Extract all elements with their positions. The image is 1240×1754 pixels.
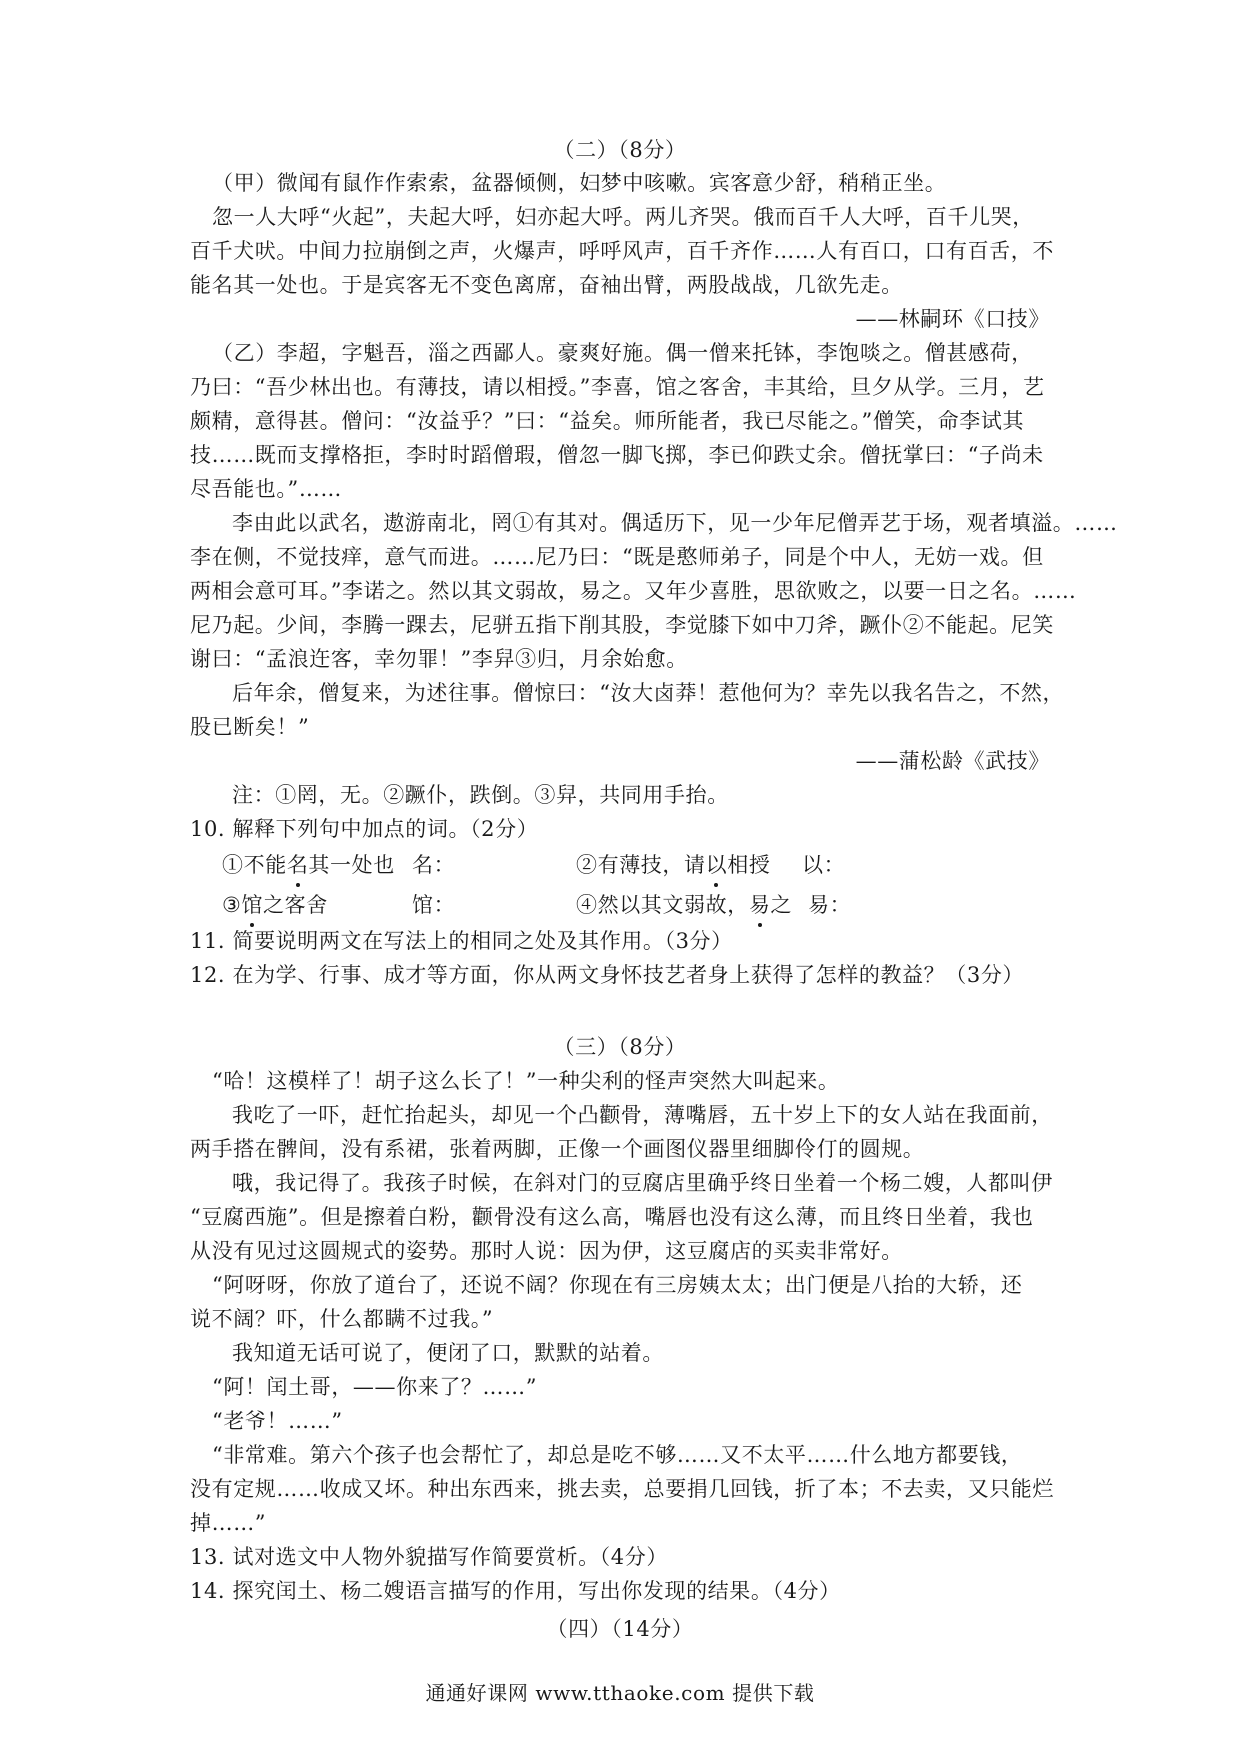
passage-line: 忽一人大呼“火起”，夫起大呼，妇亦起大呼。两儿齐哭。俄而百千人大呼，百千儿哭，: [212, 205, 1034, 229]
question-12: 12. 在为学、行事、成才等方面，你从两文身怀技艺者身上获得了怎样的教益？（3分）: [190, 963, 1025, 987]
dotted-char: 名: [287, 848, 309, 882]
passage-line: 后年余，僧复来，为述往事。僧惊曰：“汝大卤莽！惹他何为？幸先以我名告之，不然，: [232, 681, 1065, 705]
dotted-char: 以: [706, 848, 728, 882]
q10-item: ①不能名其一处也: [222, 848, 395, 882]
source-citation: ——林嗣环《口技》: [855, 307, 1050, 331]
passage-line: 掉……”: [190, 1511, 267, 1535]
passage-line: 李在侧，不觉技痒，意气而进。……尼乃曰：“既是憨师弟子，同是个中人，无妨一戏。但: [190, 545, 1044, 569]
q10-label: 馆：: [412, 893, 456, 917]
q10-label: 易：: [808, 893, 852, 917]
passage-line: 尼乃起。少间，李腾一踝去，尼骈五指下削其股，李觉膝下如中刀斧，蹶仆②不能起。尼笑: [190, 613, 1054, 637]
dotted-char: 馆: [241, 888, 263, 922]
source-citation: ——蒲松龄《武技》: [855, 749, 1050, 773]
passage-line: 两手搭在髀间，没有系裙，张着两脚，正像一个画图仪器里细脚伶仃的圆规。: [190, 1137, 925, 1161]
passage-line: 两相会意可耳。”李诺之。然以其文弱故，易之。又年少喜胜，思欲败之，以要一日之名。……: [190, 579, 1077, 603]
question-10: 10. 解释下列句中加点的词。（2分）: [190, 817, 539, 841]
question-11: 11. 简要说明两文在写法上的相同之处及其作用。（3分）: [190, 929, 733, 953]
passage-line: “豆腐西施”。但是擦着白粉，颧骨没有这么高，嘴唇也没有这么薄，而且终日坐着，我也: [190, 1205, 1034, 1229]
passage-line: 我吃了一吓，赶忙抬起头，却见一个凸颧骨，薄嘴唇，五十岁上下的女人站在我面前，: [232, 1103, 1053, 1127]
passage-line: 李由此以武名，遨游南北，罔①有其对。偶适历下，见一少年尼僧弄艺于场，观者填溢。……: [232, 511, 1118, 535]
passage-line: 尽吾能也。”……: [190, 477, 343, 501]
passage-line: “非常难。第六个孩子也会帮忙了，却总是吃不够……又不太平……什么地方都要钱，: [212, 1443, 1023, 1467]
passage-line: 哦，我记得了。我孩子时候，在斜对门的豆腐店里确乎终日坐着一个杨二嫂，人都叫伊: [232, 1171, 1053, 1195]
passage-line: “阿呀呀，你放了道台了，还说不阔？你现在有三房姨太太；出门便是八抬的大轿，还: [212, 1273, 1023, 1297]
passage-line: “哈！这模样了！胡子这么长了！”一种尖利的怪声突然大叫起来。: [212, 1069, 840, 1093]
passage-line: “老爷！……”: [212, 1409, 343, 1433]
passage-line: 我知道无话可说了，便闭了口，默默的站着。: [232, 1341, 664, 1365]
passage-line: 技……既而支撑格拒，李时时蹈僧瑕，僧忽一脚飞掷，李已仰跌丈余。僧抚掌曰：“子尚未: [190, 443, 1044, 467]
passage-line: （甲）微闻有鼠作作索索，盆器倾侧，妇梦中咳嗽。宾客意少舒，稍稍正坐。: [212, 171, 947, 195]
passage-line: 从没有见过这圆规式的姿势。那时人说：因为伊，这豆腐店的买卖非常好。: [190, 1239, 903, 1263]
q10-label: 名：: [412, 853, 456, 877]
section-heading: （四）（14分）: [546, 1617, 694, 1641]
passage-line: （乙）李超，字魁吾，淄之西鄙人。豪爽好施。偶一僧来托钵，李饱啖之。僧甚感荷，: [212, 341, 1033, 365]
passage-line: 谢曰：“孟浪迕客，幸勿罪！”李舁③归，月余始愈。: [190, 647, 688, 671]
section-heading: （二）（8分）: [553, 138, 687, 162]
question-13: 13. 试对选文中人物外貌描写作简要赏析。（4分）: [190, 1545, 668, 1569]
dotted-char: 易: [749, 888, 771, 922]
footnote: 注：①罔，无。②蹶仆，跌倒。③舁，共同用手抬。: [232, 783, 729, 807]
passage-line: 乃曰：“吾少林出也。有薄技，请以相授。”李喜，馆之客舍，丰其给，旦夕从学。三月，艺: [190, 375, 1045, 399]
passage-line: 颇精，意得甚。僧问：“汝益乎？”曰：“益矣。师所能者，我已尽能之。”僧笑，命李试其: [190, 409, 1025, 433]
passage-line: 股已断矣！”: [190, 715, 310, 739]
passage-line: “阿！闰土哥，——你来了？……”: [212, 1375, 538, 1399]
page-footer: 通通好课网 www.tthaoke.com 提供下载: [425, 1681, 815, 1705]
passage-line: 说不阔？吓，什么都瞒不过我。”: [190, 1307, 494, 1331]
section-heading: （三）（8分）: [553, 1035, 687, 1059]
q10-label: 以：: [802, 853, 846, 877]
passage-line: 能名其一处也。于是宾客无不变色离席，奋袖出臂，两股战战，几欲先走。: [190, 273, 903, 297]
q10-item: ②有薄技，请以相授: [576, 848, 770, 882]
passage-line: 百千犬吠。中间力拉崩倒之声，火爆声，呼呼风声，百千齐作……人有百口，口有百舌，不: [190, 239, 1054, 263]
q10-item: ④然以其文弱故，易之: [576, 888, 792, 922]
q10-item: ③馆之客舍: [222, 888, 328, 922]
question-14: 14. 探究闰土、杨二嫂语言描写的作用，写出你发现的结果。（4分）: [190, 1579, 841, 1603]
passage-line: 没有定规……收成又坏。种出东西来，挑去卖，总要捐几回钱，折了本；不去卖，又只能烂: [190, 1477, 1054, 1501]
